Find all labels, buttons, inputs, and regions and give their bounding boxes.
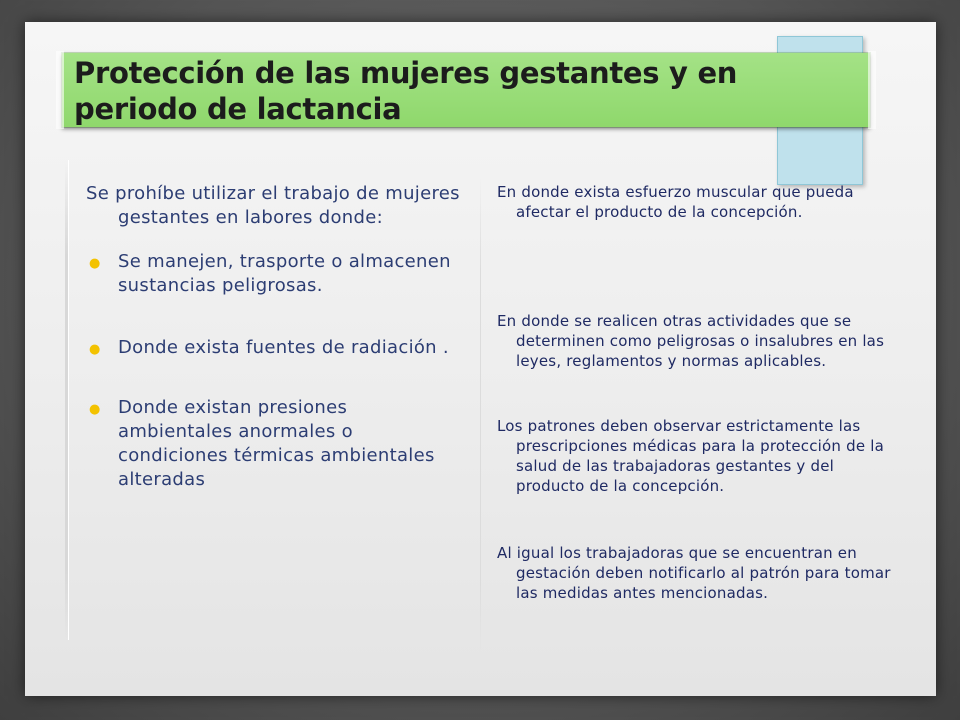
right-paragraph: En donde se realicen otras actividades que se determinen como peligrosas o insalubres en las leyes, reglamentos y normas aplicables. <box>497 312 885 370</box>
slide-title: Protección de las mujeres gestantes y en periodo de lactancia <box>74 56 738 126</box>
title-bar-right-edge <box>868 51 876 129</box>
bullet-dot-icon: ● <box>89 342 101 357</box>
right-paragraph: En donde exista esfuerzo muscular que pueda afectar el producto de la concepción. <box>497 183 854 221</box>
bullet-text: Donde exista fuentes de radiación . <box>118 337 449 358</box>
intro-text: Se prohíbe utilizar el trabajo de mujeres gestantes en labores donde: <box>86 183 460 228</box>
bullet-dot-icon: ● <box>89 256 101 271</box>
left-divider <box>65 160 68 640</box>
column-divider <box>480 175 481 655</box>
title-bar-left-edge <box>56 51 64 129</box>
bullet-item <box>86 336 466 360</box>
right-paragraph: Al igual los trabajadoras que se encuentran en gestación deben notificarlo al patrón para tomar las medidas antes mencionadas. <box>497 544 891 602</box>
bullet-text: Donde existan presiones ambientales anormales o condiciones térmicas ambientales alteradas <box>118 397 435 490</box>
bullet-item <box>86 396 466 492</box>
left-column <box>86 182 466 492</box>
bullet-dot-icon: ● <box>89 402 101 417</box>
right-paragraph: Los patrones deben observar estrictamente las prescripciones médicas para la protección de la salud de las trabajadoras gestantes y del producto de la concepción. <box>497 417 884 495</box>
bullet-item <box>86 250 466 298</box>
bullet-text: Se manejen, trasporte o almacenen sustancias peligrosas. <box>118 251 451 296</box>
